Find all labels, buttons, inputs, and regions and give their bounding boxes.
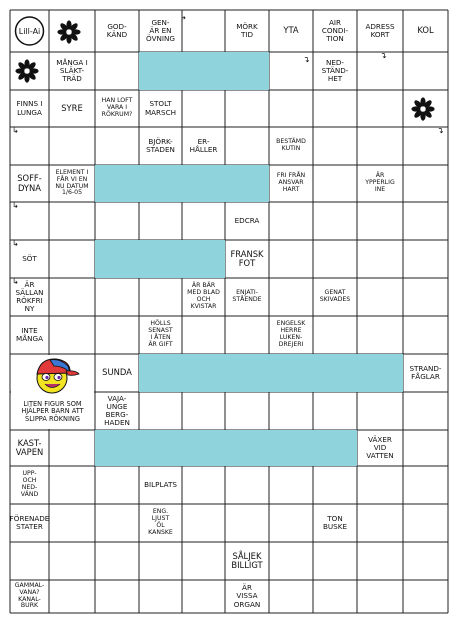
- clue-cell: AIR CONDI- TION: [321, 17, 349, 44]
- clue-cell: BESTÄMD KUTIN: [276, 138, 306, 152]
- shaded-cell[interactable]: [225, 165, 269, 202]
- shaded-cell[interactable]: [95, 240, 139, 278]
- pointer-arrow-icon: ↳: [12, 201, 19, 210]
- clue-cell: STRAND- FÅGLAR: [409, 363, 442, 381]
- pointer-arrow-icon: ↴: [303, 55, 310, 64]
- clue-cell: YTA: [283, 25, 299, 36]
- flower-icon: [57, 20, 81, 44]
- clue-cell: BILPLATS: [144, 479, 177, 489]
- shaded-cell[interactable]: [225, 430, 269, 466]
- clue-cell: ÄR VISSA ORGAN: [233, 583, 261, 609]
- clue-cell: SUNDA: [102, 367, 132, 378]
- pointer-arrow-icon: ↴: [380, 51, 387, 60]
- smiley-mascot-icon: [26, 354, 80, 396]
- clue-cell: ADRESS KORT: [365, 21, 395, 39]
- clue-cell: BJÖRK- STADEN: [146, 136, 175, 154]
- clue-cell: FINNS I LUNGA: [16, 99, 43, 117]
- clue-cell: SYRE: [61, 102, 83, 113]
- clue-cell: ENJATI- STÅENDE: [232, 289, 262, 303]
- clue-cell: MÖRK TID: [236, 21, 258, 39]
- shaded-cell[interactable]: [269, 430, 313, 466]
- pointer-arrow-icon: ↱: [180, 15, 187, 24]
- clue-cell: VÄXER VID VATTEN: [366, 434, 394, 461]
- shaded-cell[interactable]: [182, 165, 225, 202]
- shaded-cell[interactable]: [357, 354, 403, 392]
- pointer-arrow-icon: ↳: [12, 277, 19, 286]
- clue-cell: SÖT: [22, 253, 37, 263]
- clue-cell: SOFF- DYNA: [17, 173, 42, 193]
- pointer-arrow-icon: ↳: [12, 239, 19, 248]
- svg-text:Lill-Ai: Lill-Ai: [18, 27, 41, 36]
- shaded-cell[interactable]: [139, 354, 182, 392]
- clue-cell: ÄR BÄR MED BLAD OCH KVISTAR: [187, 282, 220, 310]
- shaded-cell[interactable]: [182, 240, 225, 278]
- shaded-cell[interactable]: [313, 430, 357, 466]
- clue-cell: KAST- VAPEN: [15, 437, 44, 457]
- clue-cell: GAMMAL- VANA? KANAL- BURK: [14, 581, 45, 610]
- flower-icon: [15, 59, 39, 83]
- shaded-cell[interactable]: [269, 354, 313, 392]
- clue-cell: HÖLLS SENAST I ÅTEN ÄR GIFT: [148, 320, 173, 348]
- clue-cell: EDCRA: [234, 215, 260, 225]
- clue-cell: KOL: [417, 25, 434, 36]
- shaded-cell[interactable]: [139, 240, 182, 278]
- clue-cell: UPP- OCH NED- VÄND: [20, 470, 39, 498]
- clue-cell: NED- STÄND- HET: [321, 57, 349, 84]
- clue-cell: SÅLJEK BILLIGT: [231, 550, 263, 570]
- shaded-cell[interactable]: [139, 52, 182, 90]
- clue-cell: ENG. LJUST ÖL KANSKE: [148, 508, 173, 536]
- shaded-cell[interactable]: [225, 52, 269, 90]
- clue-cell: FRI FRÅN ANSVAR HART: [276, 172, 306, 193]
- clue-cell: ENGELSK HERRE LUKEN- DREJERI: [276, 320, 306, 348]
- flower-icon: [411, 97, 435, 121]
- clue-cell: GEN- ÄR EN ÖVNING: [146, 17, 175, 44]
- clue-cell: MÅNGA I SLÄKT- TRÄD: [56, 57, 88, 84]
- shaded-cell[interactable]: [182, 430, 225, 466]
- shaded-cell[interactable]: [182, 52, 225, 90]
- shaded-cell[interactable]: [95, 430, 139, 466]
- clue-cell: FÖRENADE STATER: [10, 513, 49, 531]
- pointer-arrow-icon: ↴: [437, 126, 444, 135]
- clue-cell: GENAT SKIVADES: [319, 289, 351, 303]
- clue-cell: ÄR YPPERLIG INE: [365, 172, 395, 193]
- clue-cell: FRANSK FOT: [230, 248, 264, 268]
- shaded-cell[interactable]: [313, 354, 357, 392]
- clue-cell: ER- HÅLLER: [189, 136, 218, 154]
- clue-cell: ÄR SÄLLAN RÖKFRI NY: [15, 279, 44, 314]
- clue-cell: GOD- KÄND: [106, 21, 128, 39]
- shaded-cell[interactable]: [139, 165, 182, 202]
- shaded-cell[interactable]: [182, 354, 225, 392]
- clue-cell: HAN LOFT VARA I RÖKRUM?: [101, 97, 133, 118]
- shaded-cell[interactable]: [95, 165, 139, 202]
- clue-cell: ELEMENT I FÅR VI EN NU DATUM 1/6-05: [55, 168, 89, 197]
- clue-cell: STOLT MARSCH: [144, 99, 177, 117]
- shaded-cell[interactable]: [139, 430, 182, 466]
- mascot-caption: LITEN FIGUR SOM HJÄLPER BARN ATT SLIPPA RÖKNING: [21, 399, 84, 423]
- pointer-arrow-icon: ↳: [12, 126, 19, 135]
- shaded-cell[interactable]: [225, 354, 269, 392]
- clue-cell: TON BUSKE: [322, 513, 347, 531]
- clue-cell: VAJA- UNGE BERG- HADEN: [104, 393, 130, 428]
- logo-icon: [12, 14, 47, 48]
- clue-cell: INTE MÅNGA: [16, 325, 43, 343]
